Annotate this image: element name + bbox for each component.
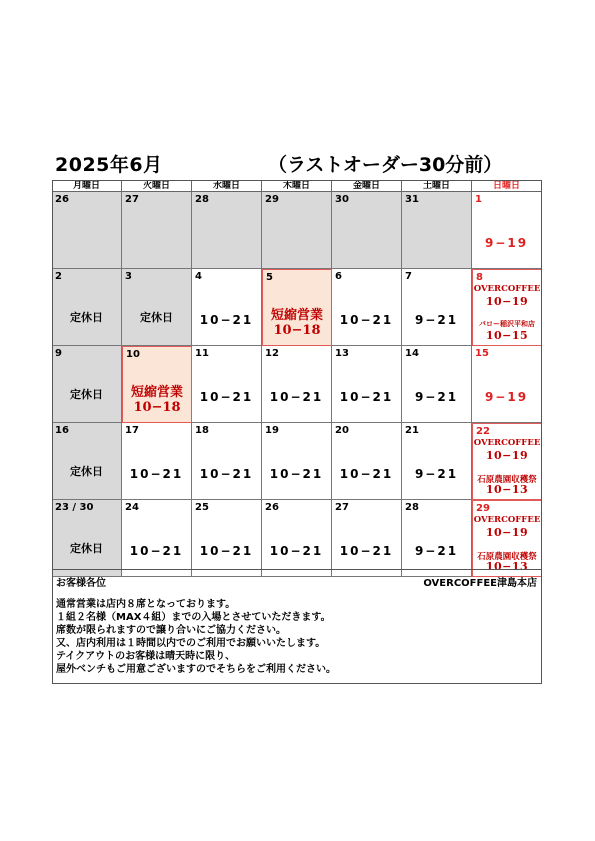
day-number: 14 [405, 348, 419, 359]
opening-hours: 9−21 [414, 544, 459, 558]
event-name: OVERCOFFEE [473, 438, 541, 448]
opening-hours: 9−19 [484, 390, 529, 404]
notes-line: 屋外ベンチもご用意ございますのでそちらをご利用ください。 [56, 664, 336, 675]
day-cell [52, 500, 122, 577]
day-cell [122, 192, 192, 269]
day-number: 24 [125, 502, 139, 513]
day-cell [332, 423, 402, 500]
event-hours: 10−13 [485, 483, 529, 496]
opening-hours: 10−21 [339, 390, 394, 404]
day-number: 9 [55, 348, 62, 359]
event-hours: 10−19 [485, 449, 529, 462]
notes-greeting: お客様各位 [56, 578, 106, 589]
weekday-header: 金曜日 [332, 180, 402, 192]
short-hours-label: 短縮営業 [130, 385, 183, 400]
opening-hours: 9−21 [414, 313, 459, 327]
weekday-header: 水曜日 [192, 180, 262, 192]
day-cell [402, 346, 472, 423]
day-number: 26 [55, 194, 69, 205]
day-number: 29 [476, 503, 490, 514]
opening-hours: 10−21 [339, 313, 394, 327]
day-number: 8 [476, 272, 483, 283]
opening-hours: 10−21 [269, 390, 324, 404]
short-hours-time: 10−18 [133, 400, 181, 415]
day-cell [52, 192, 122, 269]
day-number: 22 [476, 426, 490, 437]
day-cell [472, 192, 542, 269]
closed-label: 定休日 [70, 542, 103, 555]
day-cell [262, 269, 332, 346]
day-cell [402, 500, 472, 577]
notes-line: 又、店内利用は１時間以内でのご利用でお願いいたします。 [56, 638, 326, 649]
day-cell [472, 500, 542, 577]
day-cell [262, 192, 332, 269]
day-number: 25 [195, 502, 209, 513]
day-number: 5 [266, 272, 273, 283]
day-cell [192, 423, 262, 500]
day-number: 13 [335, 348, 349, 359]
opening-hours: 9−21 [414, 390, 459, 404]
day-number: 17 [125, 425, 139, 436]
day-number: 29 [265, 194, 279, 205]
day-number: 23 / 30 [55, 502, 94, 513]
day-cell [472, 423, 542, 500]
day-number: 19 [265, 425, 279, 436]
day-number: 15 [475, 348, 489, 359]
day-cell [332, 346, 402, 423]
closed-label: 定休日 [70, 311, 103, 324]
day-cell [122, 269, 192, 346]
event-name: バロー稲沢平和店 [479, 319, 535, 328]
day-number: 31 [405, 194, 419, 205]
day-number: 27 [125, 194, 139, 205]
day-number: 1 [475, 194, 482, 205]
opening-hours: 10−21 [339, 467, 394, 481]
day-cell [262, 500, 332, 577]
day-number: 18 [195, 425, 209, 436]
day-number: 20 [335, 425, 349, 436]
event-name: 石原農園収穫祭 [477, 475, 537, 485]
short-hours-time: 10−18 [273, 323, 321, 338]
day-cell [262, 423, 332, 500]
day-cell [192, 346, 262, 423]
short-hours-label: 短縮営業 [270, 308, 323, 323]
day-number: 28 [405, 502, 419, 513]
day-cell [472, 269, 542, 346]
day-number: 12 [265, 348, 279, 359]
notes-box [52, 570, 542, 684]
day-number: 16 [55, 425, 69, 436]
opening-hours: 10−21 [269, 467, 324, 481]
day-cell [332, 269, 402, 346]
day-number: 28 [195, 194, 209, 205]
event-hours: 10−13 [485, 560, 529, 573]
opening-hours: 10−21 [199, 544, 254, 558]
day-cell [402, 269, 472, 346]
closed-label: 定休日 [140, 311, 173, 324]
day-cell [122, 423, 192, 500]
day-cell [122, 346, 192, 423]
day-number: 2 [55, 271, 62, 282]
weekday-header: 火曜日 [122, 180, 192, 192]
day-number: 7 [405, 271, 412, 282]
weekday-header: 月曜日 [52, 180, 122, 192]
opening-hours: 9−21 [414, 467, 459, 481]
day-cell [52, 269, 122, 346]
weekday-header: 土曜日 [402, 180, 472, 192]
notes-lines [56, 598, 336, 676]
day-number: 3 [125, 271, 132, 282]
day-number: 21 [405, 425, 419, 436]
day-cell [332, 500, 402, 577]
notes-line: 席数が限られますので譲り合いにご協力ください。 [56, 625, 286, 636]
event-hours: 10−19 [485, 295, 529, 308]
day-number: 11 [195, 348, 209, 359]
day-number: 30 [335, 194, 349, 205]
day-number: 4 [195, 271, 202, 282]
short-hours-block [123, 385, 191, 415]
day-cell [472, 346, 542, 423]
day-number: 6 [335, 271, 342, 282]
closed-label: 定休日 [70, 388, 103, 401]
day-cell [332, 192, 402, 269]
notes-line: １組２名様（MAX４組）までの入場とさせていただきます。 [56, 612, 331, 623]
weekday-header: 日曜日 [472, 180, 542, 192]
calendar-title: 2025年6月 [55, 154, 163, 176]
opening-hours: 10−21 [129, 544, 184, 558]
day-cell [192, 500, 262, 577]
day-cell [122, 500, 192, 577]
opening-hours: 10−21 [199, 313, 254, 327]
opening-hours: 10−21 [269, 544, 324, 558]
notes-line: 通常営業は店内８席となっております。 [56, 599, 236, 610]
opening-hours: 10−21 [199, 390, 254, 404]
day-cell [192, 192, 262, 269]
day-cell [402, 423, 472, 500]
event-name: 石原農園収穫祭 [477, 552, 537, 562]
day-number: 10 [126, 349, 140, 360]
event-name: OVERCOFFEE [473, 515, 541, 525]
opening-hours: 9−19 [484, 236, 529, 250]
event-name: OVERCOFFEE [473, 284, 541, 294]
day-cell [52, 423, 122, 500]
day-number: 26 [265, 502, 279, 513]
shop-name: OVERCOFFEE津島本店 [423, 578, 537, 589]
notes-line: テイクアウトのお客様は晴天時に限り、 [56, 651, 236, 662]
day-cell [52, 346, 122, 423]
last-order-note: （ラストオーダー30分前） [268, 154, 503, 176]
short-hours-block [263, 308, 331, 338]
day-cell [262, 346, 332, 423]
event-hours: 10−15 [485, 329, 529, 342]
day-cell [192, 269, 262, 346]
day-cell [402, 192, 472, 269]
event-hours: 10−19 [485, 526, 529, 539]
day-number: 27 [335, 502, 349, 513]
closed-label: 定休日 [70, 465, 103, 478]
opening-hours: 10−21 [199, 467, 254, 481]
opening-hours: 10−21 [129, 467, 184, 481]
weekday-header: 木曜日 [262, 180, 332, 192]
opening-hours: 10−21 [339, 544, 394, 558]
